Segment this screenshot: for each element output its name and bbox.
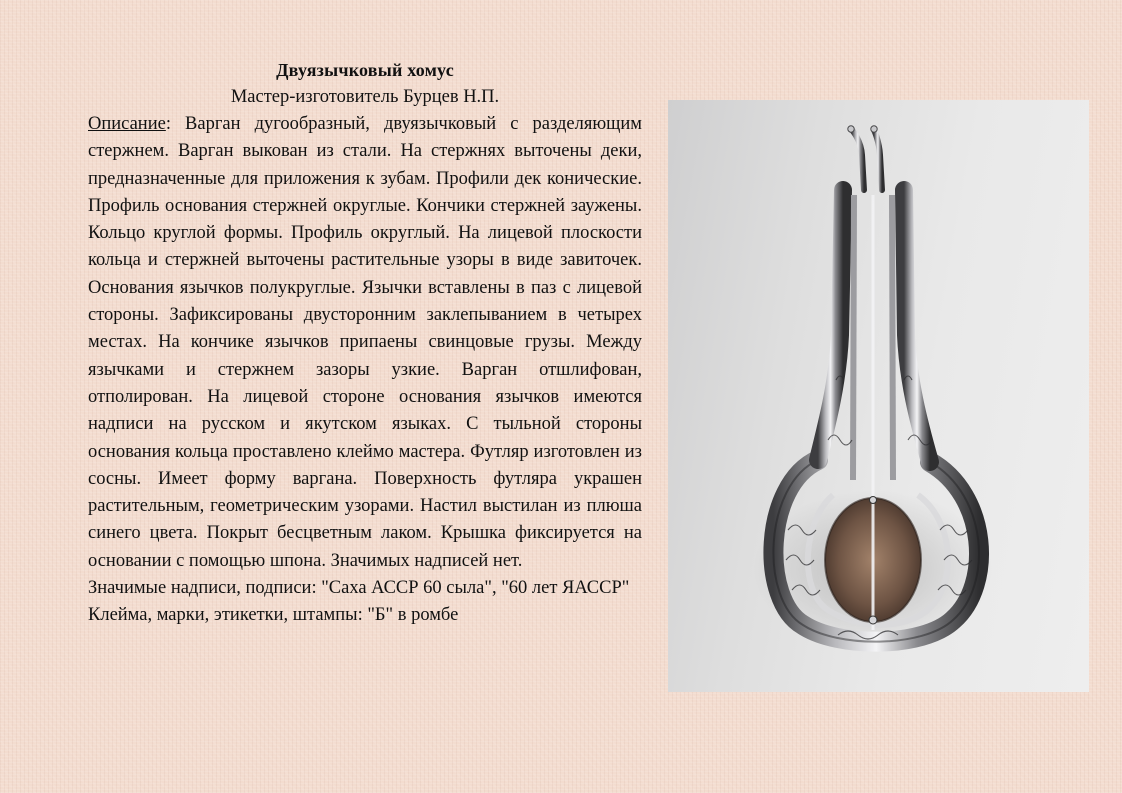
document-body: [88, 111, 642, 630]
description-paragraph: [88, 111, 642, 575]
description-text: : Варган дугообразный, двуязычковый с разделяющим стержнем. Варган выкован из стали. На стержнях выточены деки, предназначенные для приложения к зубам. Профили дек конические. Профиль основания стержней округлые. Кончики стержней заужены. Кольцо круглой формы. Профиль округлый. На лицевой плоскости кольца и стержней выточены растительные узоры в виде завиточек. Основания язычков полукруглые. Язычки вставлены в паз с лицевой стороны. Зафиксированы двусторонним заклепыванием в четырех местах. На кончике язычков припаены свинцовые грузы. Между язычками и стержнем зазоры узкие. Варган отшлифован, отполирован. На лицевой стороне основания язычков имеются надписи на русском и якутском языках. С тыльной стороны основания кольца проставлено клеймо мастера. Футляр изготовлен из сосны. Имеет форму варгана. Поверхность футляра украшен растительным, геометрическим узорами. Настил выстилан из плюша синего цвета. Покрыт бесцветным лаком. Крышка фиксируется на основании с помощью шпона. Значимых надписей нет.: [88, 114, 642, 571]
inscriptions-paragraph: Значимые надписи, подписи: "Саха АССР 60 сыла", "60 лет ЯАССР": [88, 578, 630, 599]
description-label: Описание: [88, 114, 166, 134]
document-title: Двуязычковый хомус: [276, 60, 454, 80]
document-subtitle: Мастер-изготовитель Бурцев Н.П.: [230, 87, 500, 107]
khomus-illustration: [668, 100, 1089, 692]
marks-paragraph: Клейма, марки, этикетки, штампы: "Б" в ромбе: [88, 605, 459, 626]
khomus-photo: [668, 100, 1089, 692]
